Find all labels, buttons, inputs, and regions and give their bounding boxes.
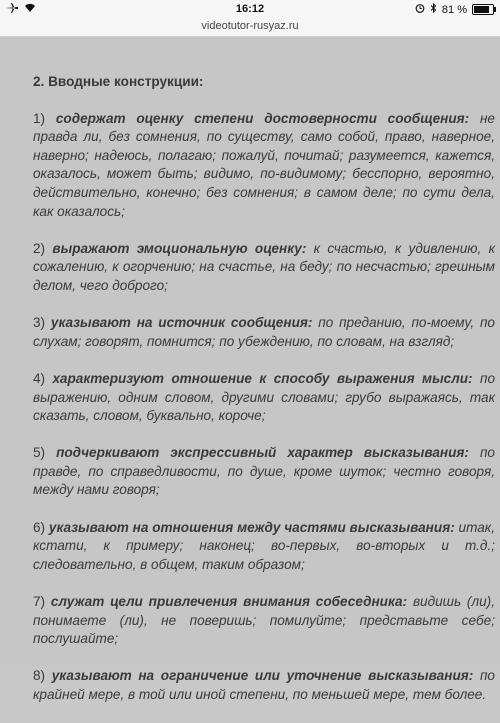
item-number: 6) — [33, 519, 46, 535]
items-list — [33, 110, 495, 705]
item-head: указывают на источник сообщения: — [50, 315, 313, 331]
status-right — [415, 3, 494, 16]
item-body: к счастью, к удивлению, к сожалению, к огорчению; на счастье, на беду; по несчастью; грешным делом, чего доброго; — [33, 240, 495, 293]
list-item — [33, 519, 495, 575]
list-item — [33, 110, 495, 222]
list-item — [33, 370, 495, 426]
list-item — [33, 444, 495, 500]
battery-percent: 81 % — [441, 3, 467, 16]
url-text: videotutor-rusyaz.ru — [201, 20, 299, 32]
item-head: подчеркивают экспрессивный характер высказывания: — [56, 445, 469, 461]
item-body: по правде, по справедливости, по душе, кроме шуток; честно говоря, между нами говоря; — [33, 445, 495, 498]
bluetooth-icon — [430, 3, 437, 16]
battery-fill — [474, 6, 489, 13]
item-head: выражают эмоциональную оценку: — [52, 240, 307, 256]
item-head: указывают на ограничение или уточнение высказывания: — [51, 668, 474, 684]
item-body: по преданию, по-моему, по слухам; говорят, помнится; по убеждению, по словам, на взгляд; — [33, 315, 495, 349]
item-head: указывают на отношения между частями высказывания: — [48, 519, 455, 535]
list-item — [33, 314, 495, 351]
status-time: 16:12 — [235, 3, 265, 15]
item-number: 8) — [33, 668, 46, 684]
item-body: не правда ли, без сомнения, по существу, само собой, право, наверное, наверно; надеюсь, полагаю; пожалуй, почитай; разумеется, кажется, оказалось, может быть; видимо, по-видимому; бесспорно, вероятно, действительно, конечно; без сомнения; в самом деле; по сути дела, как оказалось; — [33, 110, 495, 219]
item-body: видишь (ли), понимаете (ли), не поверишь; помилуйте; представьте себе; послушайте; — [33, 594, 495, 647]
item-number: 7) — [33, 594, 46, 610]
item-head: содержат оценку степени достоверности сообщения: — [55, 110, 470, 126]
alarm-icon — [415, 3, 425, 16]
item-number: 5) — [33, 445, 46, 461]
list-item — [33, 593, 495, 649]
item-head: служат цели привлечения внимания собеседника: — [50, 594, 408, 610]
item-number: 3) — [33, 315, 46, 331]
section-heading: 2. Вводные конструкции: — [33, 74, 204, 89]
page-content — [0, 37, 500, 702]
item-head: характеризуют отношение к способу выражения мысли: — [52, 370, 473, 386]
item-number: 2) — [33, 240, 46, 256]
item-body: по крайней мере, в той или иной степени, по меньшей мере, тем более. — [33, 668, 495, 702]
item-body: итак, кстати, к примеру; наконец; во-первых, во-вторых и т.д.; следовательно, в общем, таким образом; — [33, 519, 496, 572]
battery-icon — [472, 4, 494, 15]
list-item — [33, 240, 495, 296]
item-number: 1) — [33, 110, 46, 126]
document-text — [33, 73, 495, 723]
status-bar — [0, 0, 500, 20]
address-bar[interactable] — [0, 20, 500, 37]
item-body: по выражению, одним словом, другими словами; грубо выражаясь, так сказать, словом, буквально, короче; — [33, 370, 496, 424]
item-number: 4) — [33, 370, 46, 386]
list-item — [33, 667, 495, 704]
